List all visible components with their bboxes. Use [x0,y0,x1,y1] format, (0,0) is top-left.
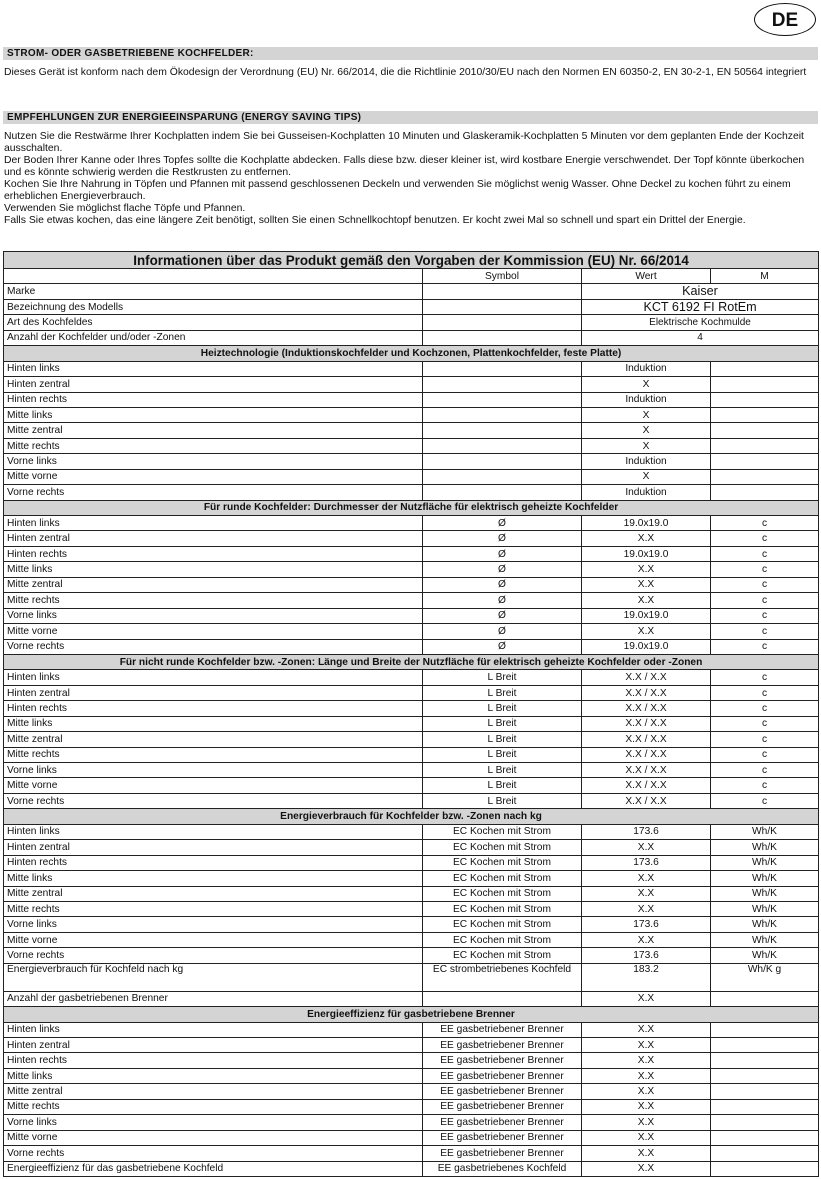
empty-symbol-cell [423,299,582,314]
symbol-cell [423,454,582,469]
row-label: Vorne links [4,917,423,932]
unit-cell [711,1115,819,1130]
row-label: Vorne rechts [4,948,423,963]
value-cell: X.X [582,562,711,577]
table-row [4,901,819,916]
table-row [4,361,819,376]
energy-tip-paragraph: Kochen Sie Ihre Nahrung in Töpfen und Pfannen mit passend geschlossenen Deckeln und verwenden Sie möglichst wenig Wasser. Ohne Deckel zu kochen führt zu einem erheblichen Energieverbrauch. [4,179,791,202]
empty-symbol-cell [423,315,582,330]
symbol-cell: Ø [423,531,582,546]
row-label: Hinten zentral [4,377,423,392]
value-cell: X.X [582,1084,711,1099]
symbol-cell: EC Kochen mit Strom [423,948,582,963]
table-section-header [4,346,819,361]
row-label: Hinten links [4,824,423,839]
symbol-cell: Ø [423,516,582,531]
unit-cell [711,1053,819,1068]
symbol-cell: L Breit [423,685,582,700]
unit-cell [711,1084,819,1099]
symbol-cell: EE gasbetriebener Brenner [423,1130,582,1145]
row-label: Vorne rechts [4,485,423,500]
value-cell: Wert [582,269,711,284]
section-header-label: Für runde Kochfelder: Durchmesser der Nutzfläche für elektrisch geheizte Kochfelder [4,500,819,515]
unit-cell [711,407,819,422]
unit-cell: c [711,701,819,716]
table-row [4,1053,819,1068]
row-label: Mitte vorne [4,778,423,793]
table-row [4,1084,819,1099]
unit-cell: c [711,624,819,639]
value-cell: X.X [582,840,711,855]
row-label: Anzahl der gasbetriebenen Brenner [4,991,423,1006]
table-row [4,1038,819,1053]
symbol-cell: EE gasbetriebenes Kochfeld [423,1161,582,1176]
section-heading-energy-tips: EMPFEHLUNGEN ZUR ENERGIEEINSPARUNG (ENERGY SAVING TIPS) [3,111,818,124]
unit-cell [711,454,819,469]
unit-cell [711,423,819,438]
symbol-cell: Ø [423,624,582,639]
table-row [4,701,819,716]
symbol-cell: EC Kochen mit Strom [423,871,582,886]
table-section-header [4,1007,819,1022]
row-label: Mitte zentral [4,886,423,901]
value-cell: Elektrische Kochmulde [582,315,819,330]
value-cell: X.X [582,901,711,916]
table-row [4,1146,819,1161]
table-section-header [4,654,819,669]
unit-cell: c [711,593,819,608]
unit-cell: c [711,685,819,700]
value-cell: X.X / X.X [582,778,711,793]
symbol-cell: EE gasbetriebener Brenner [423,1146,582,1161]
symbol-cell [423,469,582,484]
symbol-cell: EE gasbetriebener Brenner [423,1115,582,1130]
row-label: Hinten links [4,361,423,376]
row-label: Mitte vorne [4,624,423,639]
unit-cell [711,361,819,376]
row-label: Mitte links [4,1068,423,1083]
table-row [4,763,819,778]
energy-tips-text [4,131,819,227]
row-label: Mitte vorne [4,469,423,484]
value-cell: 19.0x19.0 [582,516,711,531]
unit-cell [711,1130,819,1145]
unit-cell: Wh/K [711,840,819,855]
value-cell: X.X [582,1115,711,1130]
row-label: Mitte zentral [4,423,423,438]
value-cell: X [582,377,711,392]
row-label: Hinten links [4,516,423,531]
unit-cell: c [711,608,819,623]
section-header-label: Energieeffizienz für gasbetriebene Brenner [4,1007,819,1022]
unit-cell: c [711,546,819,561]
table-row [4,608,819,623]
empty-symbol-cell [423,284,582,299]
table-title: Informationen über das Produkt gemäß den Vorgaben der Kommission (EU) Nr. 66/2014 [4,252,819,269]
table-row [4,1130,819,1145]
unit-cell: Wh/K [711,948,819,963]
table-row [4,1099,819,1114]
row-label: Mitte zentral [4,577,423,592]
product-information-table [3,251,819,1177]
row-label: Vorne rechts [4,1146,423,1161]
value-cell: X.X [582,1053,711,1068]
row-label: Mitte zentral [4,732,423,747]
table-row [4,824,819,839]
row-label: Energieeffizienz für das gasbetriebene Kochfeld [4,1161,423,1176]
unit-cell: M [711,269,819,284]
symbol-cell [423,423,582,438]
value-cell: X [582,423,711,438]
unit-cell [711,1022,819,1037]
symbol-cell: EE gasbetriebener Brenner [423,1038,582,1053]
table-row [4,991,819,1006]
value-cell: X.X [582,531,711,546]
value-cell: 173.6 [582,824,711,839]
unit-cell: Wh/K [711,901,819,916]
empty-symbol-cell [423,330,582,345]
section-header-label: Heiztechnologie (Induktionskochfelder und Kochzonen, Plattenkochfelder, feste Platte) [4,346,819,361]
row-label: Hinten rechts [4,392,423,407]
symbol-cell: EE gasbetriebener Brenner [423,1022,582,1037]
symbol-cell: EC strombetriebenes Kochfeld [423,963,582,991]
table-row [4,315,819,330]
value-cell: X.X [582,624,711,639]
row-label: Mitte rechts [4,438,423,453]
value-cell: X [582,469,711,484]
unit-cell [711,991,819,1006]
unit-cell: Wh/K [711,855,819,870]
symbol-cell [423,361,582,376]
row-label: Vorne links [4,763,423,778]
table-row [4,747,819,762]
table-row [4,423,819,438]
symbol-cell: L Breit [423,763,582,778]
value-cell: X.X / X.X [582,732,711,747]
symbol-cell: L Breit [423,747,582,762]
symbol-cell: L Breit [423,670,582,685]
row-label: Mitte vorne [4,1130,423,1145]
value-cell: X.X [582,886,711,901]
table-row [4,485,819,500]
table-row [4,284,819,299]
symbol-cell: Ø [423,546,582,561]
symbol-cell [423,438,582,453]
row-label: Mitte vorne [4,932,423,947]
unit-cell: Wh/K [711,932,819,947]
value-cell: X.X / X.X [582,716,711,731]
table-row [4,377,819,392]
symbol-cell: EE gasbetriebener Brenner [423,1068,582,1083]
table-row [4,577,819,592]
value-cell: X.X [582,871,711,886]
symbol-cell: L Breit [423,716,582,731]
table-row [4,670,819,685]
symbol-cell: EE gasbetriebener Brenner [423,1084,582,1099]
value-cell: 173.6 [582,917,711,932]
section-header-label: Für nicht runde Kochfelder bzw. -Zonen: Länge und Breite der Nutzfläche für elektrisch geheizte Kochfelder oder -Zonen [4,654,819,669]
unit-cell [711,392,819,407]
row-label: Hinten zentral [4,531,423,546]
unit-cell: Wh/K [711,871,819,886]
row-label: Hinten rechts [4,1053,423,1068]
table-row [4,299,819,314]
table-section-header [4,500,819,515]
row-label: Mitte links [4,407,423,422]
row-label: Mitte links [4,562,423,577]
compliance-paragraph: Dieses Gerät ist konform nach dem Ökodesign der Verordnung (EU) Nr. 66/2014, die die Richtlinie 2010/30/EU nach den Normen EN 60350-2, EN 30-2-1, EN 50564 integriert [4,67,807,78]
value-cell: 19.0x19.0 [582,546,711,561]
value-cell: X.X / X.X [582,701,711,716]
symbol-cell: EC Kochen mit Strom [423,824,582,839]
unit-cell: c [711,531,819,546]
symbol-cell: EC Kochen mit Strom [423,932,582,947]
symbol-cell: EE gasbetriebener Brenner [423,1053,582,1068]
table-section-header [4,809,819,824]
value-cell: X [582,438,711,453]
symbol-cell [423,485,582,500]
section-heading-compliance: STROM- ODER GASBETRIEBENE KOCHFELDER: [3,47,818,60]
table-row [4,685,819,700]
row-label: Vorne links [4,1115,423,1130]
symbol-cell: Ø [423,562,582,577]
table-row [4,1161,819,1176]
unit-cell: c [711,516,819,531]
row-label: Vorne links [4,454,423,469]
row-label: Hinten links [4,1022,423,1037]
value-cell: X.X [582,1161,711,1176]
table-row [4,886,819,901]
row-label: Hinten zentral [4,1038,423,1053]
row-label: Bezeichnung des Modells [4,299,423,314]
value-cell: X.X [582,1068,711,1083]
unit-cell: c [711,747,819,762]
value-cell: X.X / X.X [582,763,711,778]
row-label: Mitte rechts [4,593,423,608]
value-cell: 19.0x19.0 [582,639,711,654]
unit-cell: Wh/K [711,886,819,901]
row-label: Mitte rechts [4,901,423,916]
value-cell: 4 [582,330,819,345]
symbol-cell: EC Kochen mit Strom [423,917,582,932]
table-row [4,948,819,963]
row-label: Vorne rechts [4,639,423,654]
unit-cell: c [711,639,819,654]
unit-cell [711,1038,819,1053]
symbol-cell: L Breit [423,778,582,793]
value-cell: X.X [582,1022,711,1037]
table-column-header [4,269,819,284]
value-cell: X.X / X.X [582,670,711,685]
table-row [4,871,819,886]
section-header-label: Energieverbrauch für Kochfelder bzw. -Zonen nach kg [4,809,819,824]
value-cell: Kaiser [582,284,819,299]
symbol-cell: EC Kochen mit Strom [423,886,582,901]
symbol-cell: EC Kochen mit Strom [423,901,582,916]
row-label: Energieverbrauch für Kochfeld nach kg [4,963,423,991]
symbol-cell: Ø [423,593,582,608]
value-cell: X.X [582,1099,711,1114]
table-row [4,392,819,407]
symbol-cell: Symbol [423,269,582,284]
symbol-cell: Ø [423,639,582,654]
symbol-cell: EE gasbetriebener Brenner [423,1099,582,1114]
unit-cell [711,469,819,484]
value-cell: X.X [582,577,711,592]
compliance-text [4,67,819,79]
table-row [4,1115,819,1130]
energy-tip-paragraph: Der Boden Ihrer Kanne oder Ihres Topfes sollte die Kochplatte abdecken. Falls diese bzw. dieser kleiner ist, wird kostbare Energie verschwendet. Der Topf könnte überkochen und es könnte schwierig werden die Restkrusten zu entfernen. [4,155,805,178]
row-label: Anzahl der Kochfelder und/oder -Zonen [4,330,423,345]
table-row [4,855,819,870]
table-row [4,1068,819,1083]
row-label: Mitte rechts [4,1099,423,1114]
table-row [4,778,819,793]
table-row [4,917,819,932]
row-label: Hinten links [4,670,423,685]
table-row [4,840,819,855]
table-row [4,793,819,808]
table-row [4,639,819,654]
unit-cell: c [711,778,819,793]
value-cell: 183.2 [582,963,711,991]
value-cell: X.X [582,1146,711,1161]
row-label: Hinten zentral [4,685,423,700]
table-row [4,732,819,747]
unit-cell: Wh/K g [711,963,819,991]
value-cell: 173.6 [582,948,711,963]
row-label [4,269,423,284]
row-label: Hinten rechts [4,701,423,716]
value-cell: Induktion [582,454,711,469]
row-label: Mitte links [4,716,423,731]
value-cell: Induktion [582,392,711,407]
unit-cell: c [711,763,819,778]
symbol-cell [423,991,582,1006]
table-row [4,330,819,345]
row-label: Art des Kochfeldes [4,315,423,330]
table-row [4,438,819,453]
row-label: Vorne rechts [4,793,423,808]
unit-cell: c [711,716,819,731]
row-label: Mitte links [4,871,423,886]
unit-cell [711,1146,819,1161]
unit-cell: c [711,670,819,685]
unit-cell: c [711,577,819,592]
unit-cell [711,438,819,453]
row-label: Mitte rechts [4,747,423,762]
symbol-cell [423,377,582,392]
table-row [4,716,819,731]
value-cell: X.X / X.X [582,747,711,762]
unit-cell: c [711,562,819,577]
table-row [4,407,819,422]
table-row [4,624,819,639]
value-cell: KCT 6192 FI RotEm [582,299,819,314]
unit-cell [711,1099,819,1114]
table-row [4,593,819,608]
row-label: Hinten rechts [4,855,423,870]
row-label: Marke [4,284,423,299]
table-row [4,516,819,531]
symbol-cell: EC Kochen mit Strom [423,840,582,855]
symbol-cell: L Breit [423,793,582,808]
value-cell: 173.6 [582,855,711,870]
unit-cell [711,377,819,392]
table-row [4,963,819,991]
value-cell: X.X [582,593,711,608]
unit-cell [711,485,819,500]
value-cell: X.X [582,1130,711,1145]
unit-cell: c [711,732,819,747]
table-row [4,454,819,469]
value-cell: X.X / X.X [582,685,711,700]
table-row [4,531,819,546]
row-label: Hinten rechts [4,546,423,561]
row-label: Hinten zentral [4,840,423,855]
language-badge: DE [754,3,816,36]
unit-cell: Wh/K [711,824,819,839]
unit-cell [711,1161,819,1176]
symbol-cell [423,392,582,407]
energy-tip-paragraph: Falls Sie etwas kochen, das eine längere Zeit benötigt, sollten Sie einen Schnellkochtopf benutzen. Er kocht zwei Mal so schnell und spart ein Drittel der Energie. [4,215,746,226]
table-row [4,932,819,947]
symbol-cell: L Breit [423,701,582,716]
unit-cell: Wh/K [711,917,819,932]
symbol-cell: L Breit [423,732,582,747]
symbol-cell [423,407,582,422]
value-cell: X.X [582,932,711,947]
value-cell: Induktion [582,361,711,376]
unit-cell: c [711,793,819,808]
unit-cell [711,1068,819,1083]
energy-tip-paragraph: Verwenden Sie möglichst flache Töpfe und Pfannen. [4,203,246,214]
symbol-cell: Ø [423,577,582,592]
row-label: Mitte zentral [4,1084,423,1099]
value-cell: X [582,407,711,422]
table-row [4,469,819,484]
value-cell: X.X / X.X [582,793,711,808]
row-label: Vorne links [4,608,423,623]
value-cell: Induktion [582,485,711,500]
symbol-cell: Ø [423,608,582,623]
symbol-cell: EC Kochen mit Strom [423,855,582,870]
table-row [4,546,819,561]
table-row [4,1022,819,1037]
value-cell: X.X [582,991,711,1006]
table-row [4,562,819,577]
value-cell: 19.0x19.0 [582,608,711,623]
energy-tip-paragraph: Nutzen Sie die Restwärme Ihrer Kochplatten indem Sie bei Gusseisen-Kochplatten 10 Minuten und Glaskeramik-Kochplatten 5 Minuten vor dem geplanten Ende der Kochzeit ausschalten. [4,131,804,154]
value-cell: X.X [582,1038,711,1053]
